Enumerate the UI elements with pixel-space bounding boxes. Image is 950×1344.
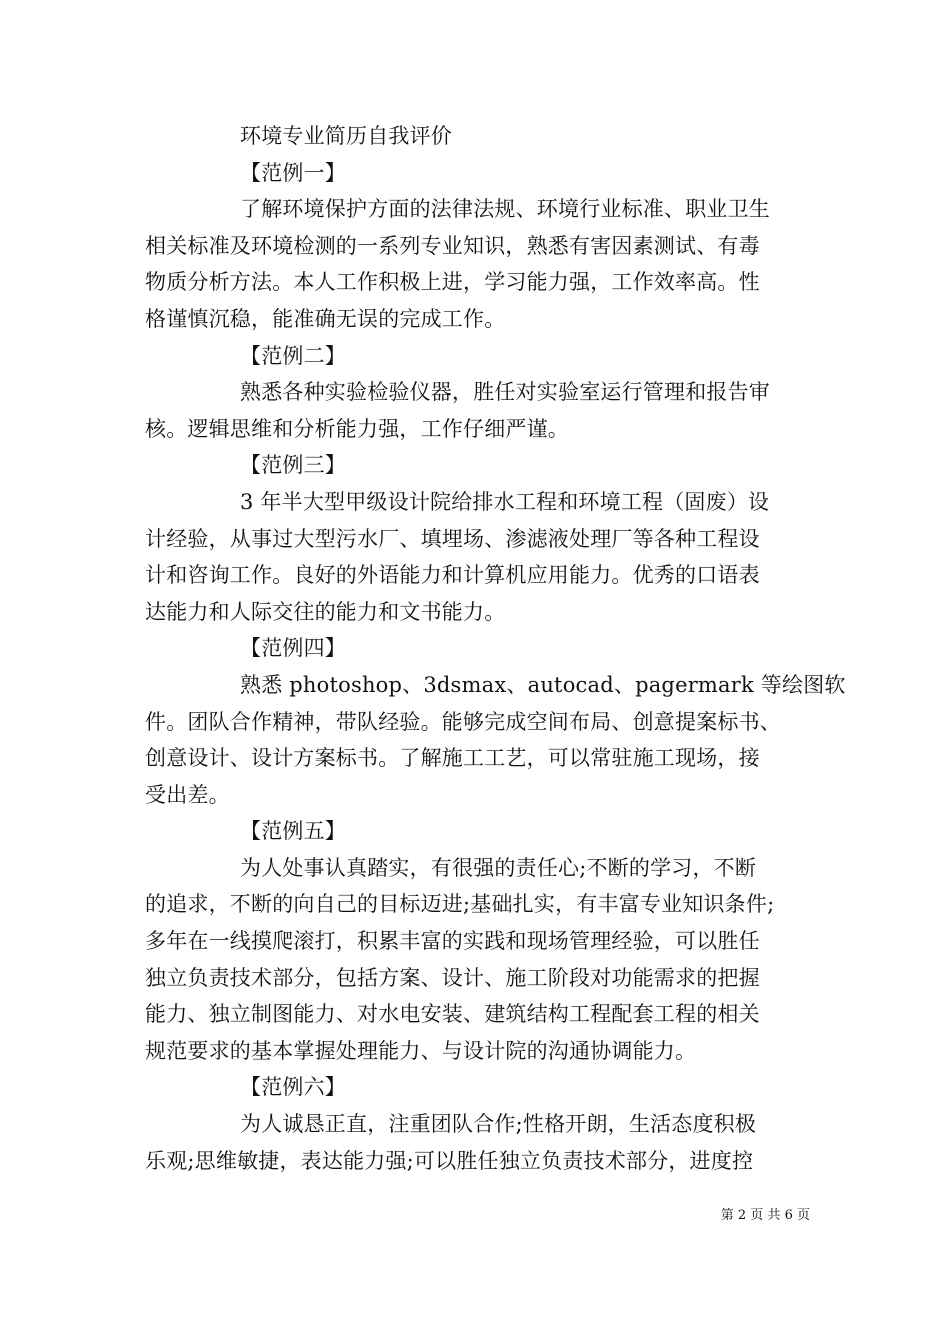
page-footer: 第 2 页 共 6 页	[720, 1208, 810, 1223]
section-heading: 【范例五】	[240, 819, 346, 844]
paragraph-line: 受出差。	[145, 782, 230, 807]
section-heading: 【范例三】	[240, 453, 346, 478]
paragraph-line: 独立负责技术部分，包括方案、设计、施工阶段对功能需求的把握	[145, 965, 760, 990]
paragraph-line: 规范要求的基本掌握处理能力、与设计院的沟通协调能力。	[145, 1038, 697, 1063]
paragraph-line: 乐观;思维敏捷，表达能力强;可以胜任独立负责技术部分，进度控	[145, 1148, 754, 1173]
paragraph-line: 物质分析方法。本人工作积极上进，学习能力强，工作效率高。性	[145, 270, 760, 295]
paragraph-line: 为人处事认真踏实，有很强的责任心;不断的学习，不断	[240, 855, 757, 880]
section-heading: 【范例二】	[240, 343, 346, 368]
section-heading: 【范例六】	[240, 1075, 346, 1100]
section-heading: 【范例四】	[240, 636, 346, 661]
document-lines	[145, 155, 846, 1180]
paragraph-line: 为人诚恳正直，注重团队合作;性格开朗，生活态度积极	[240, 1112, 757, 1137]
paragraph-line: 计经验，从事过大型污水厂、填埋场、渗滤液处理厂等各种工程设	[145, 526, 760, 551]
paragraph-line: 格谨慎沉稳，能准确无误的完成工作。	[145, 306, 506, 331]
paragraph-line: 件。团队合作精神，带队经验。能够完成空间布局、创意提案标书、	[145, 709, 781, 734]
paragraph-line: 计和咨询工作。良好的外语能力和计算机应用能力。优秀的口语表	[145, 563, 760, 588]
paragraph-line: 3 年半大型甲级设计院给排水工程和环境工程（固废）设	[240, 489, 770, 514]
paragraph-line: 了解环境保护方面的法律法规、环境行业标准、职业卫生	[240, 197, 770, 222]
document-body	[145, 118, 846, 1179]
paragraph-line: 多年在一线摸爬滚打，积累丰富的实践和现场管理经验，可以胜任	[145, 929, 760, 954]
paragraph-line: 相关标准及环境检测的一系列专业知识，熟悉有害因素测试、有毒	[145, 233, 760, 258]
paragraph-line: 熟悉各种实验检验仪器，胜任对实验室运行管理和报告审	[240, 380, 770, 405]
document-title: 环境专业简历自我评价	[240, 124, 452, 148]
paragraph-line: 创意设计、设计方案标书。了解施工工艺，可以常驻施工现场，接	[145, 746, 760, 771]
paragraph-line: 能力、独立制图能力、对水电安装、建筑结构工程配套工程的相关	[145, 1002, 760, 1027]
paragraph-line: 的追求，不断的向自己的目标迈进;基础扎实，有丰富专业知识条件;	[145, 892, 775, 917]
paragraph-line: 达能力和人际交往的能力和文书能力。	[145, 599, 506, 624]
section-heading: 【范例一】	[240, 160, 346, 185]
paragraph-line: 核。逻辑思维和分析能力强，工作仔细严谨。	[145, 416, 569, 441]
paragraph-line: 熟悉 photoshop、3dsmax、autocad、pagermark 等绘图软	[240, 672, 846, 697]
